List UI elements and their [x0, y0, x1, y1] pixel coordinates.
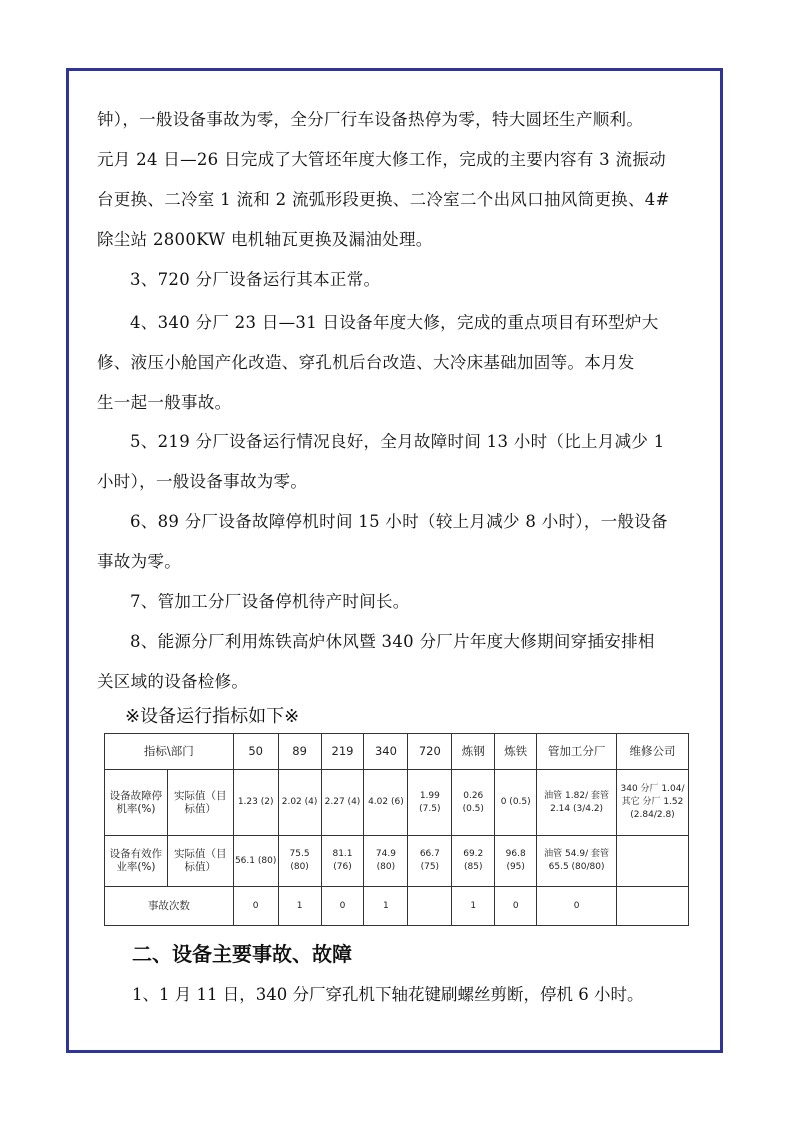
header-cell: 指标\部门 — [105, 734, 234, 770]
table-cell — [617, 836, 689, 887]
paragraph-5 — [97, 422, 697, 502]
table-cell: 81.1 (76) — [321, 836, 364, 887]
text-line: 元月 24 日—26 日完成了大管坯年度大修工作，完成的主要内容有 3 流振动 — [97, 150, 666, 169]
text-line: 除尘站 2800KW 电机轴瓦更换及漏油处理。 — [97, 230, 433, 249]
text-line: 台更换、二冷室 1 流和 2 流弧形段更换、二冷室二个出风口抽风筒更换、4# — [97, 190, 670, 209]
text-line: 关区域的设备检修。 — [97, 672, 249, 691]
table-cell: 1 — [364, 887, 408, 926]
text-line: 7、管加工分厂设备停机待产时间长。 — [130, 592, 410, 611]
table-cell: 0.26 (0.5) — [452, 770, 495, 836]
header-cell: 89 — [278, 734, 321, 770]
equipment-index-table — [104, 733, 689, 926]
header-cell: 维修公司 — [617, 734, 689, 770]
row-sublabel: 实际值（目标值） — [167, 836, 233, 887]
header-cell: 50 — [233, 734, 278, 770]
text-line: 钟），一般设备事故为零，全分厂行车设备热停为零，特大圆坯生产顺利。 — [97, 110, 644, 129]
header-cell: 720 — [408, 734, 452, 770]
text-line: 6、89 分厂设备故障停机时间 15 小时（较上月减少 8 小时），一般设备 — [130, 512, 668, 531]
table-cell: 0 — [495, 887, 537, 926]
table-title: ※设备运行指标如下※ — [125, 706, 300, 727]
table-cell: 75.5 (80) — [278, 836, 321, 887]
table-cell: 56.1 (80) — [233, 836, 278, 887]
paragraph-3 — [97, 260, 697, 300]
text-line: 8、能源分厂利用炼铁高炉休风暨 340 分厂片年度大修期间穿插安排相 — [130, 632, 655, 651]
text-line: 4、340 分厂 23 日—31 日设备年度大修，完成的重点项目有环型炉大 — [130, 313, 659, 332]
table-cell: 0 — [233, 887, 278, 926]
table-cell: 2.02 (4) — [278, 770, 321, 836]
text-line: 事故为零。 — [97, 552, 181, 571]
table-cell: 340 分厂 1.04/其它 分厂 1.52 (2.84/2.8) — [617, 770, 689, 836]
table-cell — [408, 887, 452, 926]
text-line: 小时），一般设备事故为零。 — [97, 472, 308, 491]
table-row — [105, 836, 689, 887]
table-cell: 油管 1.82/ 套管 2.14 (3/4.2) — [537, 770, 617, 836]
table-cell: 69.2 (85) — [452, 836, 495, 887]
table-cell: 96.8 (95) — [495, 836, 537, 887]
header-cell: 340 — [364, 734, 408, 770]
paragraph-7 — [97, 582, 697, 622]
paragraph-1 — [97, 100, 697, 260]
table-row — [105, 887, 689, 926]
table-cell: 0 (0.5) — [495, 770, 537, 836]
text-line: 修、液压小舱国产化改造、穿孔机后台改造、大冷床基础加固等。本月发 — [97, 353, 635, 372]
header-cell: 219 — [321, 734, 364, 770]
table-cell: 1 — [278, 887, 321, 926]
row-label: 设备故障停机率(%) — [105, 770, 168, 836]
header-cell: 管加工分厂 — [537, 734, 617, 770]
row-label: 事故次数 — [105, 887, 234, 926]
row-label: 设备有效作业率(%) — [105, 836, 168, 887]
table-cell: 1.23 (2) — [233, 770, 278, 836]
table-cell: 74.9 (80) — [364, 836, 408, 887]
section-heading: 二、设备主要事故、故障 — [132, 942, 352, 966]
text-line: 5、219 分厂设备运行情况良好，全月故障时间 13 小时（比上月减少 1 — [130, 432, 665, 451]
table-cell: 油管 54.9/ 套管 65.5 (80/80) — [537, 836, 617, 887]
paragraph-4 — [97, 303, 697, 423]
table-cell: 2.27 (4) — [321, 770, 364, 836]
table-header-row — [105, 734, 689, 770]
row-sublabel: 实际值（目标值） — [167, 770, 233, 836]
table-cell — [617, 887, 689, 926]
table-cell: 1 — [452, 887, 495, 926]
table-cell: 4.02 (6) — [364, 770, 408, 836]
text-line: 3、720 分厂设备运行其本正常。 — [130, 270, 381, 289]
paragraph-8 — [97, 622, 697, 702]
header-cell: 炼钢 — [452, 734, 495, 770]
table-cell: 66.7 (75) — [408, 836, 452, 887]
text-line: 生一起一般事故。 — [97, 393, 232, 412]
header-cell: 炼铁 — [495, 734, 537, 770]
table-cell: 1.99 (7.5) — [408, 770, 452, 836]
table-cell: 0 — [537, 887, 617, 926]
text-line: 1、1 月 11 日，340 分厂穿孔机下轴花键刷螺丝剪断，停机 6 小时。 — [132, 985, 644, 1004]
paragraph-6 — [97, 502, 697, 582]
table-cell: 0 — [321, 887, 364, 926]
table-row — [105, 770, 689, 836]
